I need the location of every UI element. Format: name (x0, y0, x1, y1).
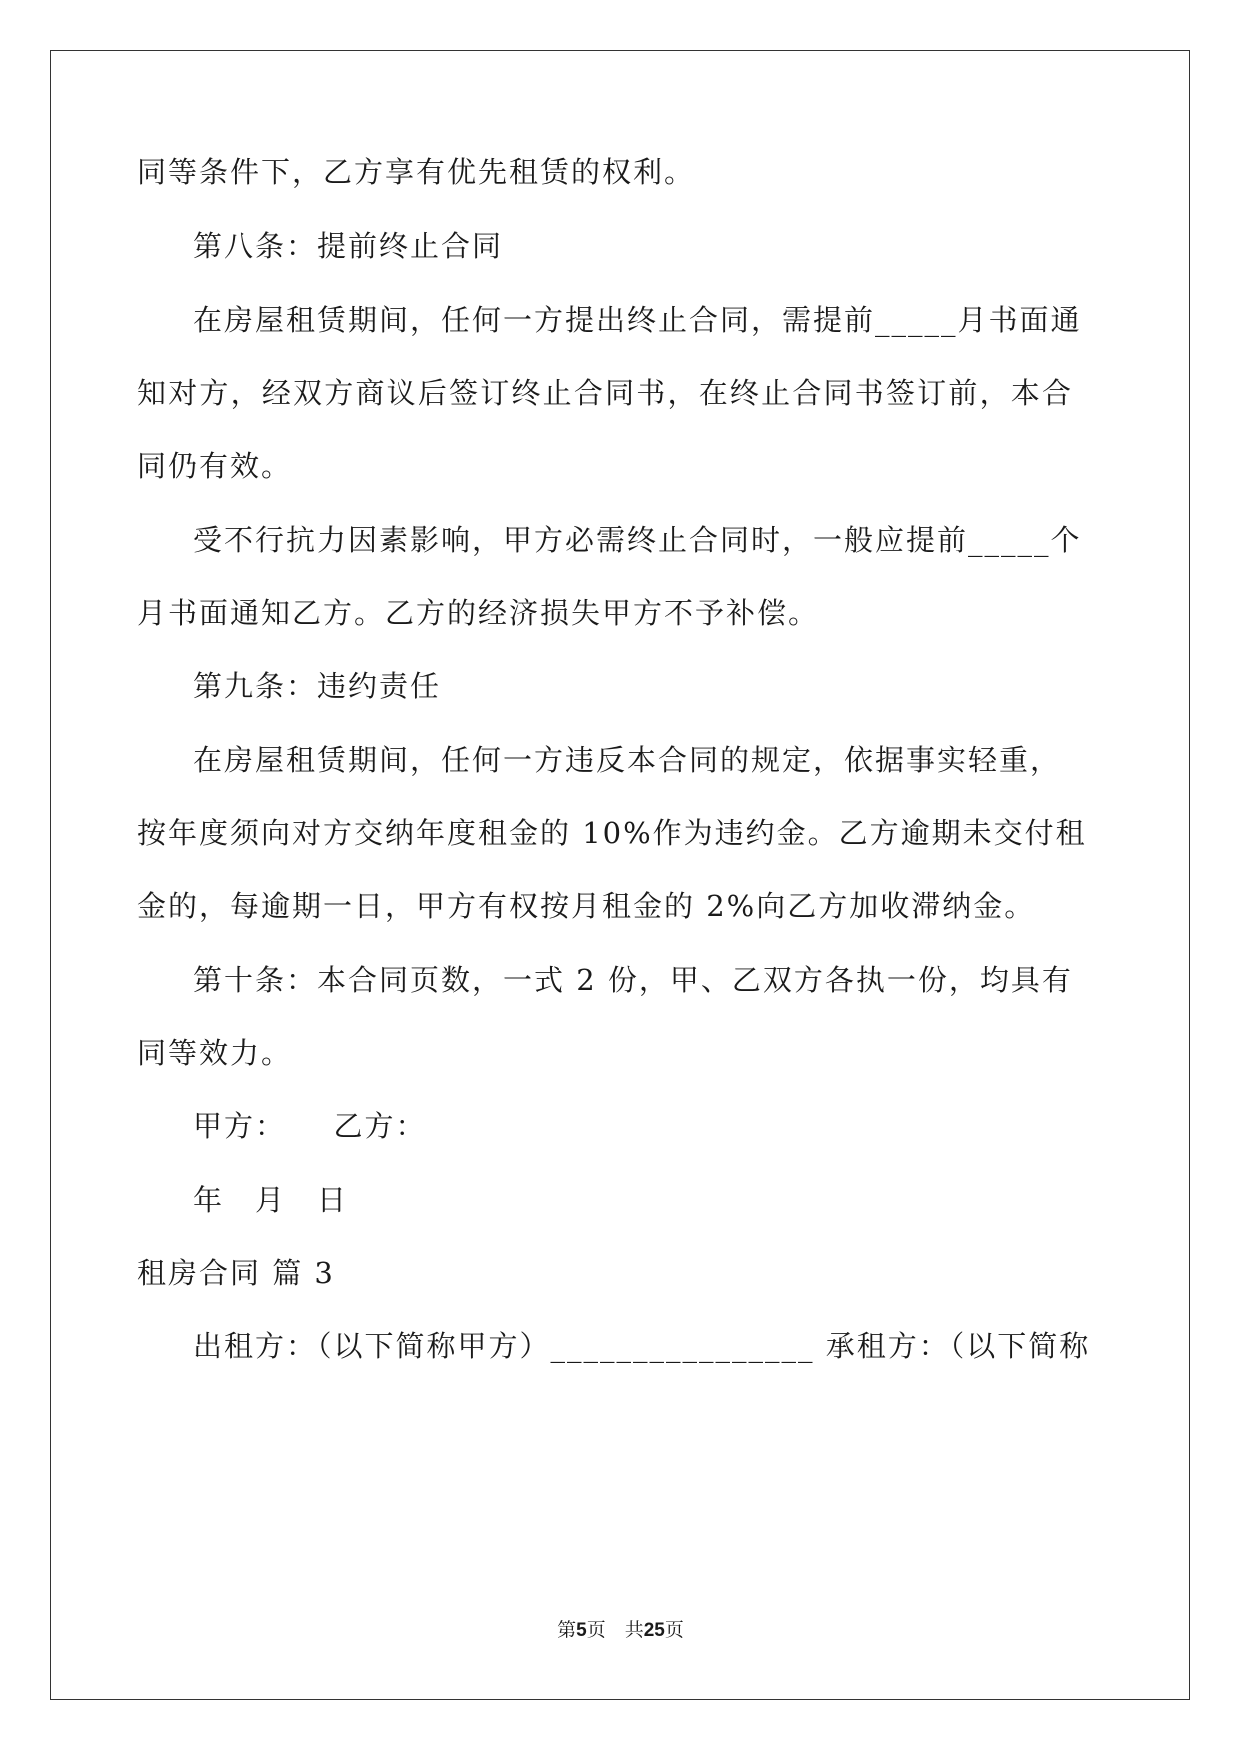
contract-title: 租房合同 篇 3 (137, 1256, 335, 1290)
signature-line: 甲方： 乙方： (193, 1109, 427, 1143)
text-line: 出租方：（以下简称甲方）________________ 承租方：（以下简称 (193, 1329, 1091, 1363)
text-line: 月书面通知乙方。乙方的经济损失甲方不予补偿。 (137, 596, 820, 630)
text-line: 金的，每逾期一日，甲方有权按月租金的 2%向乙方加收滞纳金。 (137, 889, 1036, 923)
footer-total-suffix: 页 (664, 1619, 684, 1641)
text-line: 在房屋租赁期间，任何一方提出终止合同，需提前_____月书面通 (193, 303, 1082, 337)
text-line: 知对方，经双方商议后签订终止合同书，在终止合同书签订前，本合 (137, 376, 1073, 410)
text-line: 在房屋租赁期间，任何一方违反本合同的规定，依据事实轻重， (193, 743, 1062, 777)
date-line: 年 月 日 (193, 1183, 349, 1217)
text-line: 同等效力。 (137, 1036, 293, 1070)
text-line: 同仍有效。 (137, 449, 293, 483)
text-line: 按年度须向对方交纳年度租金的 10%作为违约金。乙方逾期未交付租 (137, 816, 1087, 850)
section-heading: 第八条：提前终止合同 (193, 229, 504, 263)
text-line: 同等条件下，乙方享有优先租赁的权利。 (137, 155, 696, 189)
page-footer (0, 1618, 1241, 1643)
footer-page-number: 5 (576, 1620, 587, 1641)
footer-page-suffix: 页 共 (586, 1619, 644, 1641)
section-heading: 第九条：违约责任 (193, 669, 442, 703)
text-line: 受不行抗力因素影响，甲方必需终止合同时，一般应提前_____个 (193, 523, 1082, 557)
footer-page-prefix: 第 (557, 1619, 577, 1641)
page-frame (50, 50, 1190, 1700)
footer-total-pages: 25 (643, 1620, 665, 1641)
text-line: 第十条：本合同页数，一式 2 份，甲、乙双方各执一份，均具有 (193, 963, 1073, 997)
